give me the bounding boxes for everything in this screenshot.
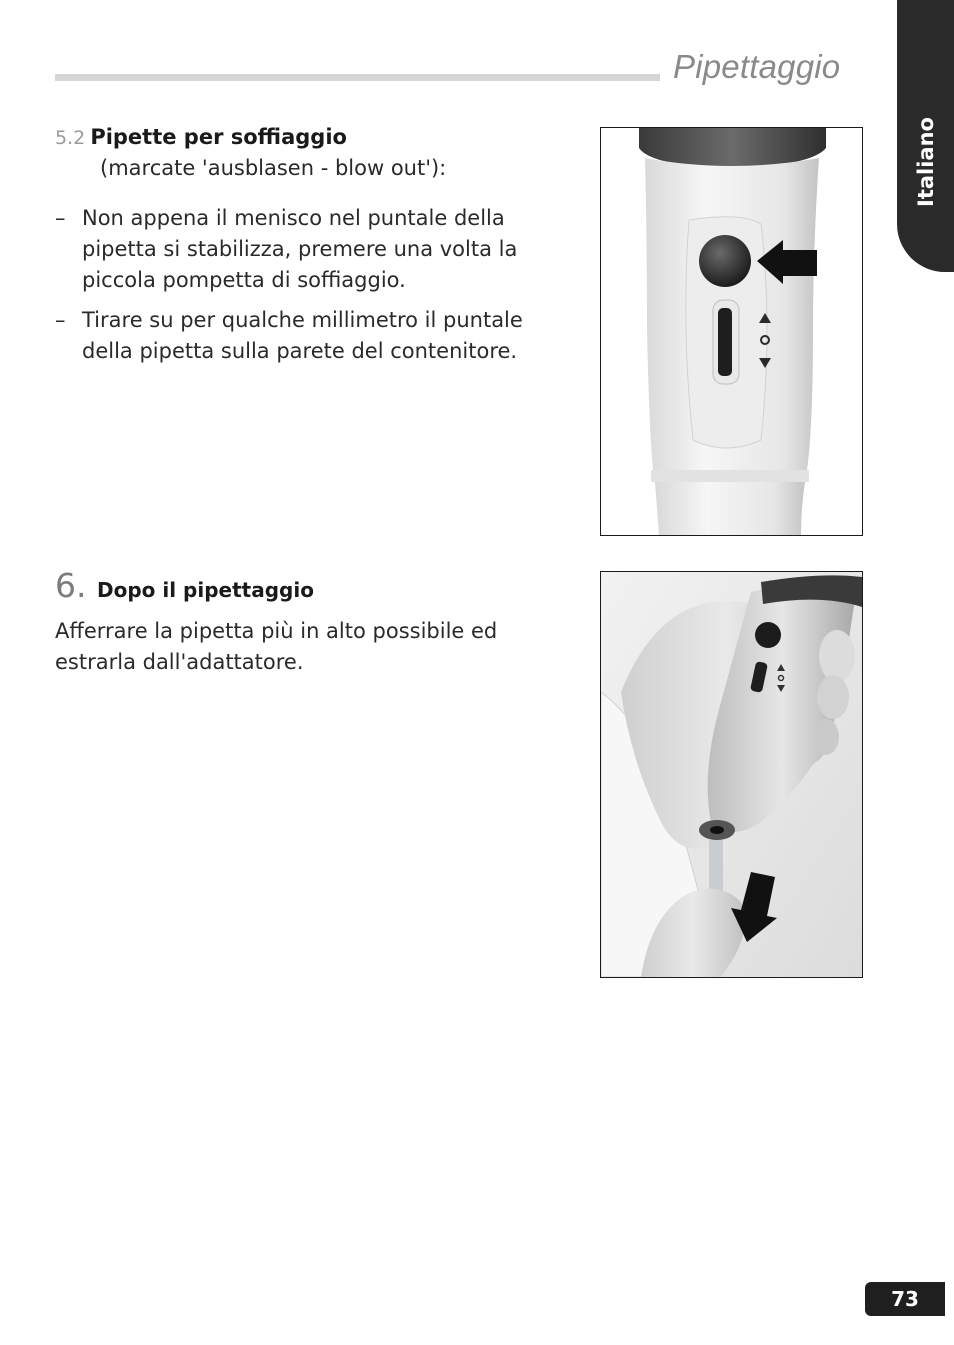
- bullet-text: Non appena il menisco nel puntale della pipetta si stabilizza, premere una volta la piccola pompetta di soffiaggio.: [82, 206, 518, 292]
- header-rule: [55, 74, 660, 81]
- bullet-text: Tirare su per qualche millimetro il puntale della pipetta sulla parete del contenitore.: [82, 308, 523, 363]
- section-6-title: Dopo il pipettaggio: [97, 578, 314, 602]
- pipette-illustration: [601, 128, 862, 535]
- bullet-dash: –: [55, 206, 66, 230]
- bullet-item: [55, 305, 545, 367]
- pipette-removal-photo: [600, 571, 863, 978]
- section-subtitle: (marcate 'ausblasen - blow out'):: [100, 156, 447, 180]
- pipette-blowout-photo: [600, 127, 863, 536]
- section-6-text: Afferrare la pipetta più in alto possibile ed estrarla dall'adattatore.: [55, 619, 498, 674]
- hands-illustration: [601, 572, 862, 977]
- section-5-2-heading: [55, 125, 575, 149]
- page-number: 73: [865, 1282, 945, 1316]
- section-6-number: 6.: [55, 566, 87, 605]
- bullet-item: [55, 203, 545, 296]
- section-number: 5.2: [55, 127, 86, 149]
- section-title: Pipette per soffiaggio: [90, 125, 347, 149]
- bullet-dash: –: [55, 308, 66, 332]
- page-title: Pipettaggio: [673, 48, 841, 85]
- language-tab-label: Italiano: [913, 117, 938, 207]
- language-tab: [897, 0, 954, 272]
